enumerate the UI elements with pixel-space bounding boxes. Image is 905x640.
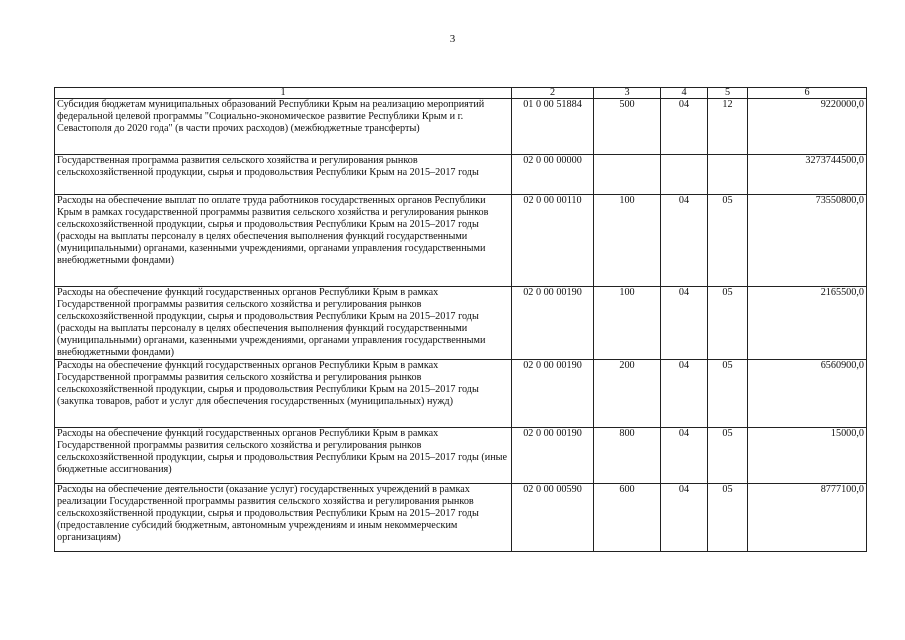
row-name-cell: Государственная программа развития сельского хозяйства и регулирования рынков сельскохозяйственной продукции, сырья и продовольствия Республики Крым на 2015–2017 годы bbox=[55, 155, 512, 195]
row-subsection-cell: 05 bbox=[708, 195, 748, 287]
row-expense-type-cell: 500 bbox=[594, 99, 661, 155]
row-section-cell: 04 bbox=[661, 360, 708, 428]
row-section-cell: 04 bbox=[661, 428, 708, 484]
row-name-cell: Расходы на обеспечение функций государственных органов Республики Крым в рамках Государственной программы развития сельского хозяйства и регулирования рынков сельскохозяйственной продукции, сырья и продовольствия Республики Крым на 2015–2017 годы (расходы на выплаты персоналу в целях обеспечения выполнения функций государственными (муниципальными) органами, казенными учреждениями, органами управления государственными внебюджетными фондами) bbox=[55, 287, 512, 360]
row-section-cell: 04 bbox=[661, 287, 708, 360]
table-row bbox=[55, 484, 867, 552]
row-name-cell: Субсидия бюджетам муниципальных образований Республики Крым на реализацию мероприятий федеральной целевой программы "Социально-экономическое развитие Республики Крым и г. Севастополя до 2020 года" (в части прочих расходов) (межбюджетные трансферты) bbox=[55, 99, 512, 155]
row-amount-cell: 9220000,0 bbox=[748, 99, 867, 155]
row-code-cell: 01 0 00 51884 bbox=[512, 99, 594, 155]
row-subsection-cell: 05 bbox=[708, 360, 748, 428]
row-section-cell bbox=[661, 155, 708, 195]
row-subsection-cell: 05 bbox=[708, 287, 748, 360]
row-amount-cell: 73550800,0 bbox=[748, 195, 867, 287]
row-code-cell: 02 0 00 00590 bbox=[512, 484, 594, 552]
row-section-cell: 04 bbox=[661, 484, 708, 552]
row-expense-type-cell: 100 bbox=[594, 195, 661, 287]
row-name-cell: Расходы на обеспечение функций государственных органов Республики Крым в рамках Государственной программы развития сельского хозяйства и регулирования рынков сельскохозяйственной продукции, сырья и продовольствия Республики Крым на 2015–2017 годы (закупка товаров, работ и услуг для обеспечения государственных (муниципальных) нужд) bbox=[55, 360, 512, 428]
row-expense-type-cell: 600 bbox=[594, 484, 661, 552]
row-subsection-cell: 05 bbox=[708, 484, 748, 552]
row-expense-type-cell: 100 bbox=[594, 287, 661, 360]
column-header-4: 4 bbox=[661, 88, 708, 99]
table-row bbox=[55, 428, 867, 484]
column-header-1: 1 bbox=[55, 88, 512, 99]
row-amount-cell: 15000,0 bbox=[748, 428, 867, 484]
row-code-cell: 02 0 00 00190 bbox=[512, 428, 594, 484]
row-name-cell: Расходы на обеспечение деятельности (оказание услуг) государственных учреждений в рамках реализации Государственной программы развития сельского хозяйства и регулирования рынков сельскохозяйственной продукции, сырья и продовольствия Республики Крым на 2015–2017 годы (предоставление субсидий бюджетным, автономным учреждениям и иным некоммерческим организациям) bbox=[55, 484, 512, 552]
row-subsection-cell: 05 bbox=[708, 428, 748, 484]
column-header-3: 3 bbox=[594, 88, 661, 99]
row-amount-cell: 6560900,0 bbox=[748, 360, 867, 428]
table-row bbox=[55, 287, 867, 360]
column-header-2: 2 bbox=[512, 88, 594, 99]
table-row bbox=[55, 195, 867, 287]
row-amount-cell: 3273744500,0 bbox=[748, 155, 867, 195]
row-amount-cell: 8777100,0 bbox=[748, 484, 867, 552]
table-row bbox=[55, 155, 867, 195]
row-subsection-cell bbox=[708, 155, 748, 195]
row-code-cell: 02 0 00 00190 bbox=[512, 360, 594, 428]
row-section-cell: 04 bbox=[661, 99, 708, 155]
row-code-cell: 02 0 00 00190 bbox=[512, 287, 594, 360]
table-row bbox=[55, 99, 867, 155]
page-number: 3 bbox=[449, 33, 456, 45]
row-section-cell: 04 bbox=[661, 195, 708, 287]
row-name-cell: Расходы на обеспечение функций государственных органов Республики Крым в рамках Государственной программы развития сельского хозяйства и регулирования рынков сельскохозяйственной продукции, сырья и продовольствия Республики Крым на 2015–2017 годы (иные бюджетные ассигнования) bbox=[55, 428, 512, 484]
row-expense-type-cell: 800 bbox=[594, 428, 661, 484]
row-code-cell: 02 0 00 00000 bbox=[512, 155, 594, 195]
row-subsection-cell: 12 bbox=[708, 99, 748, 155]
table-body bbox=[55, 88, 867, 552]
row-code-cell: 02 0 00 00110 bbox=[512, 195, 594, 287]
header-row bbox=[55, 88, 867, 99]
row-expense-type-cell: 200 bbox=[594, 360, 661, 428]
row-amount-cell: 2165500,0 bbox=[748, 287, 867, 360]
column-header-6: 6 bbox=[748, 88, 867, 99]
row-name-cell: Расходы на обеспечение выплат по оплате труда работников государственных органов Республики Крым в рамках государственной программы развития сельского хозяйства и регулирования рынков сельскохозяйственной продукции, сырья и продовольствия Республики Крым на 2015–2017 годы (расходы на выплаты персоналу в целях обеспечения выполнения функций государственными (муниципальными) органами, казенными учреждениями, органами управления государственными внебюджетными фондами) bbox=[55, 195, 512, 287]
table-row bbox=[55, 360, 867, 428]
budget-table bbox=[54, 87, 867, 552]
row-expense-type-cell bbox=[594, 155, 661, 195]
column-header-5: 5 bbox=[708, 88, 748, 99]
